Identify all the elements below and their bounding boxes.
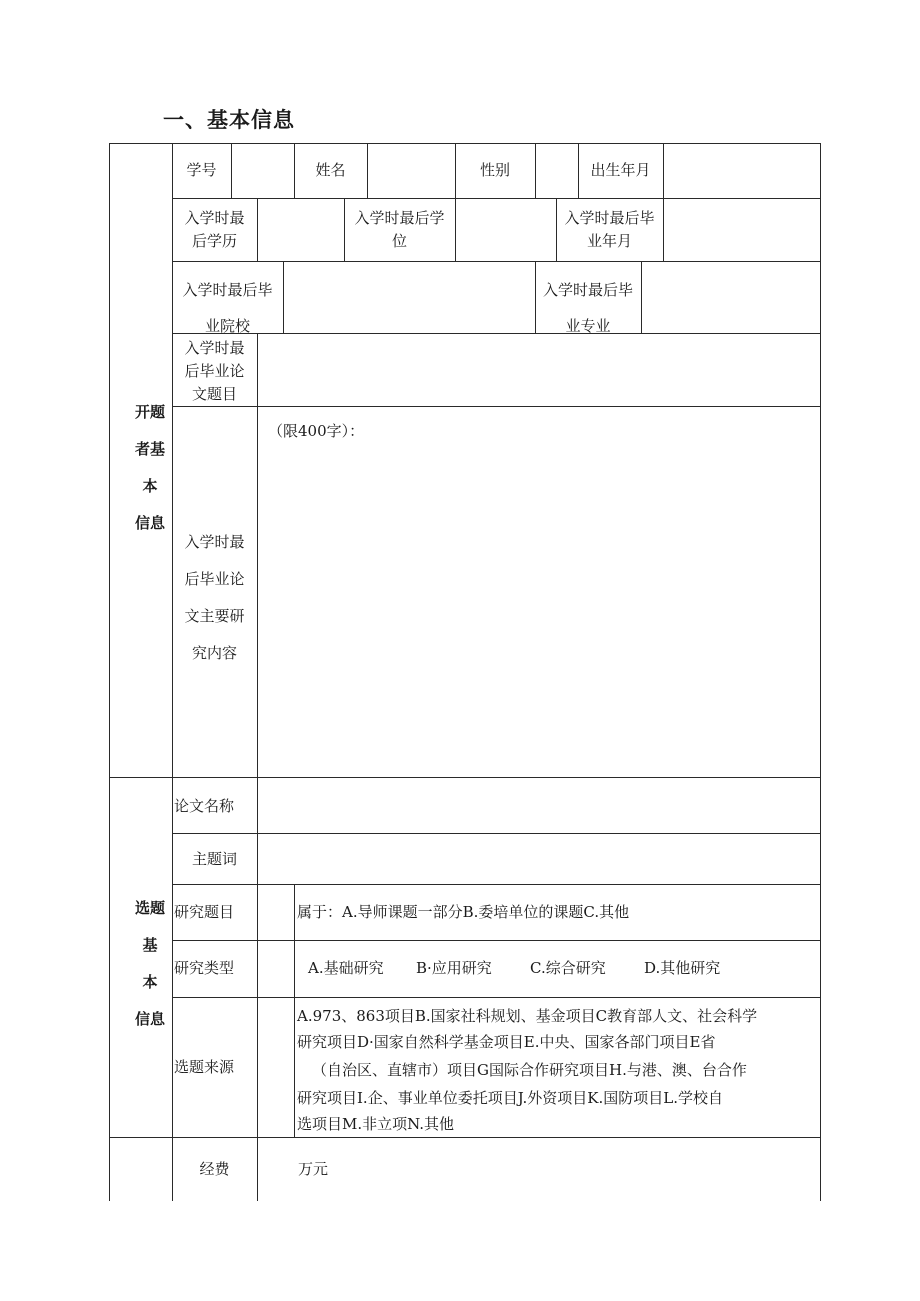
graduation-school-label-line: 入学时最后毕 xyxy=(182,281,273,299)
row-divider xyxy=(172,997,821,998)
paper-name-label: 论文名称 xyxy=(174,797,235,815)
thesis-content-label xyxy=(172,524,257,672)
funding-unit: 万元 xyxy=(298,1160,329,1178)
graduation-school-label-line: 业院校 xyxy=(204,317,250,335)
cell-divider xyxy=(663,143,664,198)
cell-divider xyxy=(535,143,536,198)
education-label xyxy=(172,207,257,253)
degree-label-line: 入学时最后学 xyxy=(354,209,445,227)
graduation-major-label-line: 业专业 xyxy=(565,317,611,335)
thesis-content-label-line: 究内容 xyxy=(191,644,237,662)
topic-source-line: 选项目M.非立项N.其他 xyxy=(297,1115,455,1133)
topic-source-line: （自治区、直辖市）项目G国际合作研究项目H.与港、澳、台合作 xyxy=(312,1061,747,1079)
cell-divider xyxy=(257,777,258,1137)
thesis-title-label-line: 文题目 xyxy=(191,385,237,403)
cell-divider xyxy=(367,143,368,198)
thesis-title-label-line: 入学时最 xyxy=(184,339,245,357)
cell-divider xyxy=(663,198,664,261)
student-id-label: 学号 xyxy=(186,161,217,179)
name-label: 姓名 xyxy=(315,161,346,179)
row-divider xyxy=(172,833,821,834)
section-divider xyxy=(109,777,821,778)
research-type-option: C.综合研究 xyxy=(530,959,606,977)
thesis-title-label xyxy=(172,337,257,406)
topic-source-line: 研究项目I.企、事业单位委托项目J.外资项目K.国防项目L.学校自 xyxy=(297,1089,724,1107)
cell-divider xyxy=(231,143,232,198)
graduation-date-label-line: 入学时最后毕 xyxy=(564,209,655,227)
education-label-line: 入学时最 xyxy=(184,209,245,227)
research-topic-value: 属于：A.导师课题一部分B.委培单位的课题C.其他 xyxy=(297,903,630,921)
row-divider xyxy=(172,406,821,407)
table-border-right xyxy=(820,143,821,1201)
gender-label: 性别 xyxy=(479,161,510,179)
word-limit-note: （限400字）： xyxy=(268,422,365,440)
cell-divider xyxy=(641,261,642,333)
cell-divider xyxy=(294,884,295,1137)
research-type-option: A.基础研究 xyxy=(308,959,384,977)
birth-date-label: 出生年月 xyxy=(590,161,651,179)
cell-divider xyxy=(455,198,456,261)
degree-label xyxy=(344,207,455,253)
topic-source-line: 研究项目D·国家自然科学基金项目E.中央、国家各部门项目E省 xyxy=(297,1033,716,1051)
research-type-option: B·应用研究 xyxy=(416,959,492,977)
graduation-major-label xyxy=(535,272,641,344)
table-border-top xyxy=(109,143,821,144)
row-divider xyxy=(172,261,821,262)
research-type-label: 研究类型 xyxy=(174,959,235,977)
section-label-topic-info: 选题 基 本 信息 xyxy=(134,899,165,1028)
thesis-content-label-line: 后毕业论 xyxy=(184,570,245,588)
cell-divider xyxy=(257,1137,258,1201)
graduation-school-label xyxy=(172,272,283,344)
row-divider xyxy=(172,884,821,885)
section-label-applicant-info: 开题 者基 本 信息 xyxy=(134,403,165,532)
topic-source-line: A.973、863项目B.国家社科规划、基金项目C教育部人文、社会科学 xyxy=(297,1007,758,1025)
section-divider xyxy=(109,1137,821,1138)
row-divider xyxy=(172,940,821,941)
cell-divider xyxy=(283,261,284,333)
cell-divider xyxy=(257,333,258,777)
research-type-option: D.其他研究 xyxy=(644,959,721,977)
row-divider xyxy=(172,198,821,199)
research-topic-label: 研究题目 xyxy=(174,903,235,921)
thesis-title-label-line: 后毕业论 xyxy=(184,362,245,380)
funding-label: 经费 xyxy=(199,1160,230,1178)
graduation-date-label xyxy=(556,207,663,253)
page-heading: 一、基本信息 xyxy=(163,108,295,132)
degree-label-line: 位 xyxy=(391,232,407,250)
thesis-content-label-line: 入学时最 xyxy=(184,533,245,551)
education-label-line: 后学历 xyxy=(191,232,237,250)
thesis-content-label-line: 文主要研 xyxy=(184,607,245,625)
table-border-left xyxy=(109,143,110,1201)
graduation-major-label-line: 入学时最后毕 xyxy=(542,281,633,299)
graduation-date-label-line: 业年月 xyxy=(586,232,632,250)
topic-source-label: 选题来源 xyxy=(174,1058,235,1076)
keywords-label: 主题词 xyxy=(191,850,237,868)
cell-divider xyxy=(257,198,258,261)
